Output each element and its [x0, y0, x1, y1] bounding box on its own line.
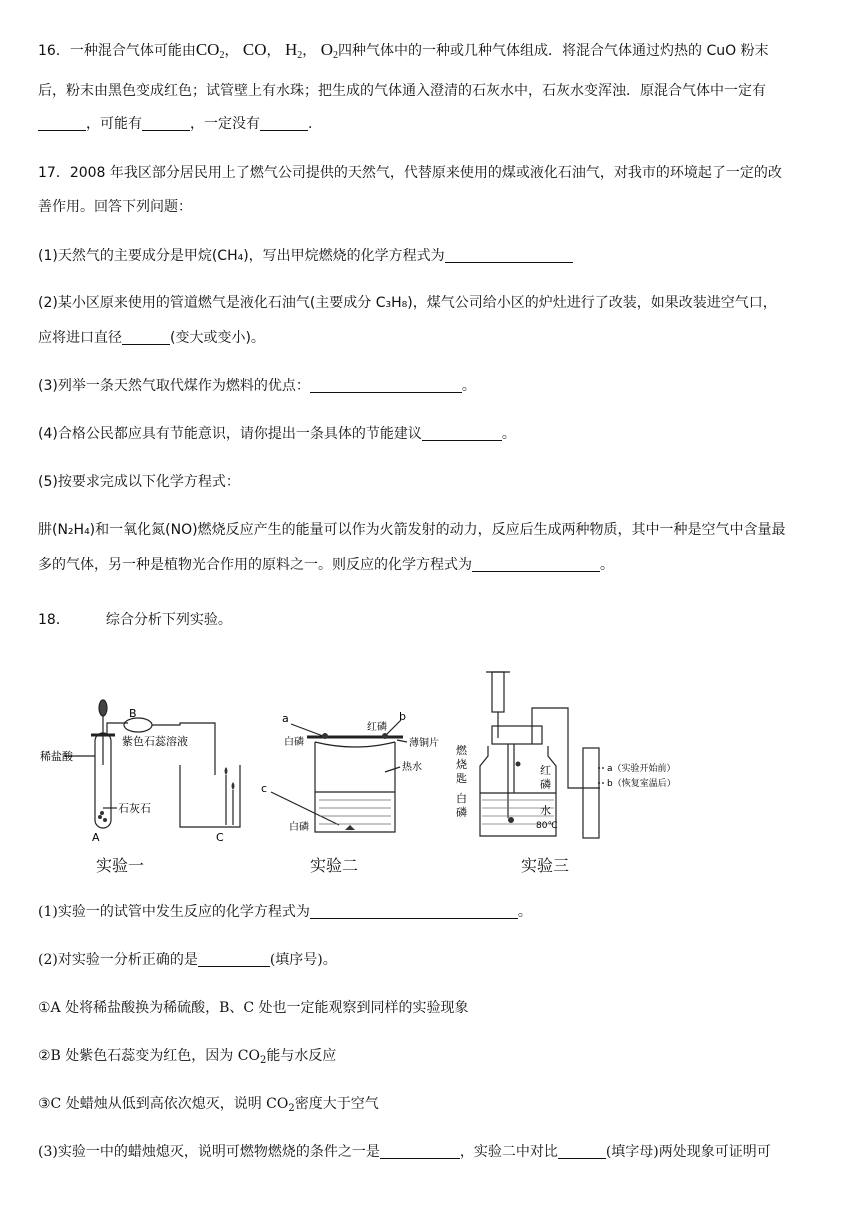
answer-blank[interactable] [310, 378, 462, 393]
experiment-3-diagram [452, 668, 712, 848]
label-limestone: 石灰石 [118, 802, 151, 815]
q17-line1: 17．2008 年我区部分居民用上了燃气公司提供的天然气，代替原来使用的煤或液化石油气，对我市的环境起了一定的改 [38, 165, 782, 181]
label-a: A [92, 831, 100, 844]
q18-heading: 18． 综合分析下列实验。 [38, 612, 232, 628]
o2-formula: $O_2$ [320, 40, 338, 61]
label-white-phosphorus [456, 792, 467, 819]
svg-text:燃: 燃 [456, 744, 467, 757]
answer-blank[interactable] [142, 116, 190, 131]
svg-text:白: 白 [456, 792, 467, 805]
q16-line1: 16．一种混合气体可能由$CO_2$， CO， $H_2$， $O_2$四种气体中的一种或几种气体组成．将混合气体通过灼热的 CuO 粉末 [38, 40, 769, 61]
q17-part2a: (2)某小区原来使用的管道燃气是液化石油气(主要成分 C₃H₈)，煤气公司给小区的炉灶进行了改装，如果改装进空气口， [38, 295, 777, 311]
q18-sub3: (3)实验一中的蜡烛熄灭，说明可燃物燃烧的条件之一是 ，实验二中对比 (填字母)两处现象可证明可 [38, 1144, 771, 1160]
label-copper-sheet: 薄铜片 [409, 738, 439, 749]
label-c: C [216, 831, 224, 844]
q16-line3: ，可能有 ，一定没有 . [38, 114, 312, 134]
answer-blank[interactable] [445, 248, 573, 263]
answer-blank[interactable] [38, 116, 86, 131]
svg-text:磷: 磷 [456, 806, 467, 819]
label-spoon [456, 743, 468, 785]
answer-blank[interactable] [122, 330, 170, 345]
label-white-phosphorus: 白磷 [284, 737, 304, 748]
label-mark-b: b（恢复室温后） [607, 779, 676, 789]
q18-option1: ①A 处将稀盐酸换为稀硫酸，B、C 处也一定能观察到同样的实验现象 [38, 1000, 469, 1016]
label-c: c [261, 782, 268, 795]
q17-part6b: 多的气体，另一种是植物光合作用的原料之一。则反应的化学方程式为 。 [38, 557, 614, 573]
label-red-phosphorus [540, 764, 551, 791]
answer-blank[interactable] [558, 1144, 606, 1159]
answer-blank[interactable] [260, 116, 308, 131]
svg-text:磷: 磷 [540, 778, 551, 791]
label-litmus: 紫色石蕊溶液 [122, 735, 188, 748]
q17-part3: (3)列举一条天然气取代煤作为燃料的优点： 。 [38, 378, 476, 394]
q17-part5: (5)按要求完成以下化学方程式： [38, 474, 240, 490]
answer-blank[interactable] [380, 1144, 460, 1159]
label-b: b [399, 712, 406, 723]
q18-sub2: (2)对实验一分析正确的是 (填序号)。 [38, 952, 337, 968]
label-a: a [282, 712, 289, 725]
q17-line2: 善作用。回答下列问题： [38, 199, 192, 215]
q17-part1: (1)天然气的主要成分是甲烷(CH₄)，写出甲烷燃烧的化学方程式为 [38, 246, 573, 266]
experiment-2-caption: 实验二 [310, 856, 359, 875]
answer-blank[interactable] [310, 904, 518, 919]
experiment-3-caption: 实验三 [521, 856, 570, 875]
answer-blank[interactable] [472, 557, 600, 572]
q17-part2b: 应将进口直径 (变大或变小)。 [38, 330, 265, 346]
q18-sub1: (1)实验一的试管中发生反应的化学方程式为 。 [38, 904, 532, 920]
svg-text:红: 红 [540, 764, 551, 777]
svg-text:匙: 匙 [456, 772, 467, 785]
q17-part4: (4)合格公民都应具有节能意识，请你提出一条具体的节能建议 。 [38, 426, 516, 442]
q17-part6a: 肼(N₂H₄)和一氧化氮(NO)燃烧反应产生的能量可以作为火箭发射的动力，反应后生成两种物质，其中一种是空气中含量最 [38, 522, 786, 538]
co-formula: CO [242, 40, 267, 59]
experiment-1-caption: 实验一 [96, 856, 145, 875]
label-mark-a: a（实验开始前） [607, 764, 676, 774]
svg-text:烧: 烧 [456, 758, 467, 771]
label-hot-water: 热水 [402, 762, 422, 773]
experiment-1-diagram [40, 695, 268, 845]
label-red-phosphorus: 红磷 [367, 722, 387, 733]
h2-formula: $H_2$ [284, 40, 303, 61]
label-water: 水 [540, 804, 551, 817]
q18-option2: ②B 处紫色石蕊变为红色，因为 $CO_2$能与水反应 [38, 1048, 337, 1066]
q16-line2: 后，粉末由黑色变成红色；试管壁上有水珠；把生成的气体通入澄清的石灰水中，石灰水变浑浊．原混合气体中一定有 [38, 83, 766, 99]
label-white-phosphorus-2: 白磷 [289, 822, 309, 833]
label-temperature: 80℃ [536, 821, 558, 831]
answer-blank[interactable] [422, 426, 502, 441]
experiment-2-diagram [255, 712, 455, 847]
co2-formula: $CO_2$ [195, 40, 225, 61]
label-b: B [129, 707, 137, 720]
q18-option3: ③C 处蜡烛从低到高依次熄灭，说明 $CO_2$密度大于空气 [38, 1096, 379, 1114]
label-acid: 稀盐酸 [40, 750, 73, 763]
answer-blank[interactable] [198, 952, 270, 967]
